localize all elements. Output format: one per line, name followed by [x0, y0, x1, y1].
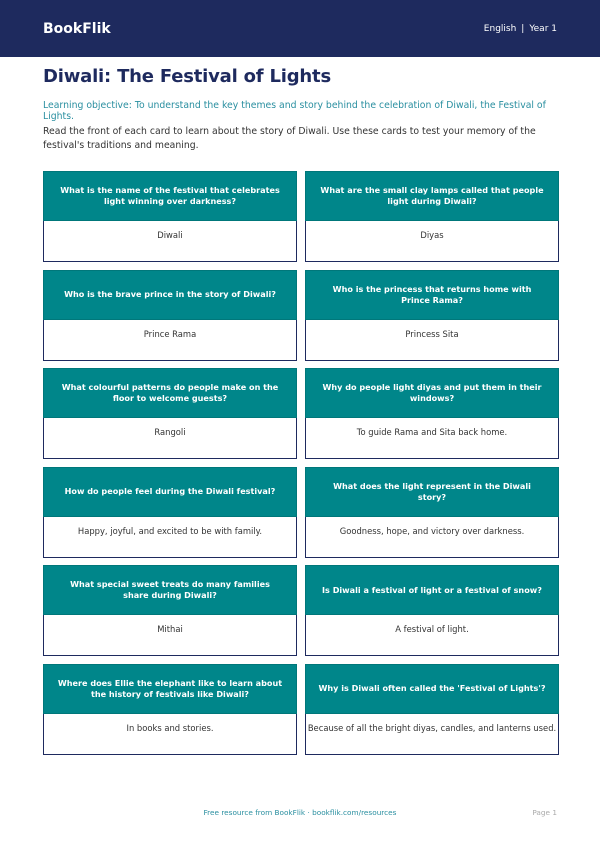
learning-objective: Learning objective: To understand the key themes and story behind the celebration of Diwali, the Festival of Lights.: [43, 100, 546, 122]
flashcard: [305, 664, 559, 755]
card-answer: Princess Sita: [305, 320, 559, 361]
card-question: Where does Ellie the elephant like to learn about the history of festivals like Diwali?: [43, 664, 297, 714]
card-question: What are the small clay lamps called that people light during Diwali?: [305, 171, 559, 221]
breadcrumb-separator: |: [521, 23, 525, 34]
flashcard: [43, 368, 297, 459]
flashcard: [305, 171, 559, 262]
card-answer: Diwali: [43, 221, 297, 262]
page-number: Page 1: [532, 808, 557, 817]
card-question: Why do people light diyas and put them in their windows?: [305, 368, 559, 418]
card-answer: To guide Rama and Sita back home.: [305, 418, 559, 459]
flashcard: [305, 270, 559, 361]
flashcard: [305, 565, 559, 656]
year-label: Year 1: [529, 23, 557, 34]
card-answer: Prince Rama: [43, 320, 297, 361]
flashcard: [43, 171, 297, 262]
card-question: What colourful patterns do people make on the floor to welcome guests?: [43, 368, 297, 418]
flashcard: [305, 467, 559, 558]
card-question: What is the name of the festival that celebrates light winning over darkness?: [43, 171, 297, 221]
card-answer: Goodness, hope, and victory over darkness.: [305, 517, 559, 558]
flashcard: [305, 368, 559, 459]
breadcrumb: [484, 24, 557, 34]
header-bar: [0, 0, 600, 57]
card-answer: Happy, joyful, and excited to be with family.: [43, 517, 297, 558]
intro-text: Read the front of each card to learn about the story of Diwali. Use these cards to test your memory of the festival's traditions and meaning.: [43, 126, 536, 151]
card-answer: Diyas: [305, 221, 559, 262]
card-question: Who is the princess that returns home with Prince Rama?: [305, 270, 559, 320]
card-question: What does the light represent in the Diwali story?: [305, 467, 559, 517]
card-answer: Mithai: [43, 615, 297, 656]
card-answer: A festival of light.: [305, 615, 559, 656]
card-question: Why is Diwali often called the 'Festival of Lights'?: [305, 664, 559, 714]
flashcard: [43, 467, 297, 558]
card-answer: Rangoli: [43, 418, 297, 459]
flashcard: [43, 664, 297, 755]
footer-credit[interactable]: Free resource from BookFlik · bookflik.com/resources: [203, 808, 397, 817]
card-question: How do people feel during the Diwali festival?: [43, 467, 297, 517]
flashcard-grid: [43, 171, 557, 755]
page-title: Diwali: The Festival of Lights: [43, 66, 331, 87]
card-answer: In books and stories.: [43, 714, 297, 755]
card-answer: Because of all the bright diyas, candles, and lanterns used.: [305, 714, 559, 755]
subject-label: English: [483, 23, 517, 34]
brand-logo[interactable]: BookFlik: [43, 20, 111, 37]
card-question: Who is the brave prince in the story of Diwali?: [43, 270, 297, 320]
card-question: What special sweet treats do many families share during Diwali?: [43, 565, 297, 615]
flashcard: [43, 270, 297, 361]
card-question: Is Diwali a festival of light or a festival of snow?: [305, 565, 559, 615]
flashcard: [43, 565, 297, 656]
